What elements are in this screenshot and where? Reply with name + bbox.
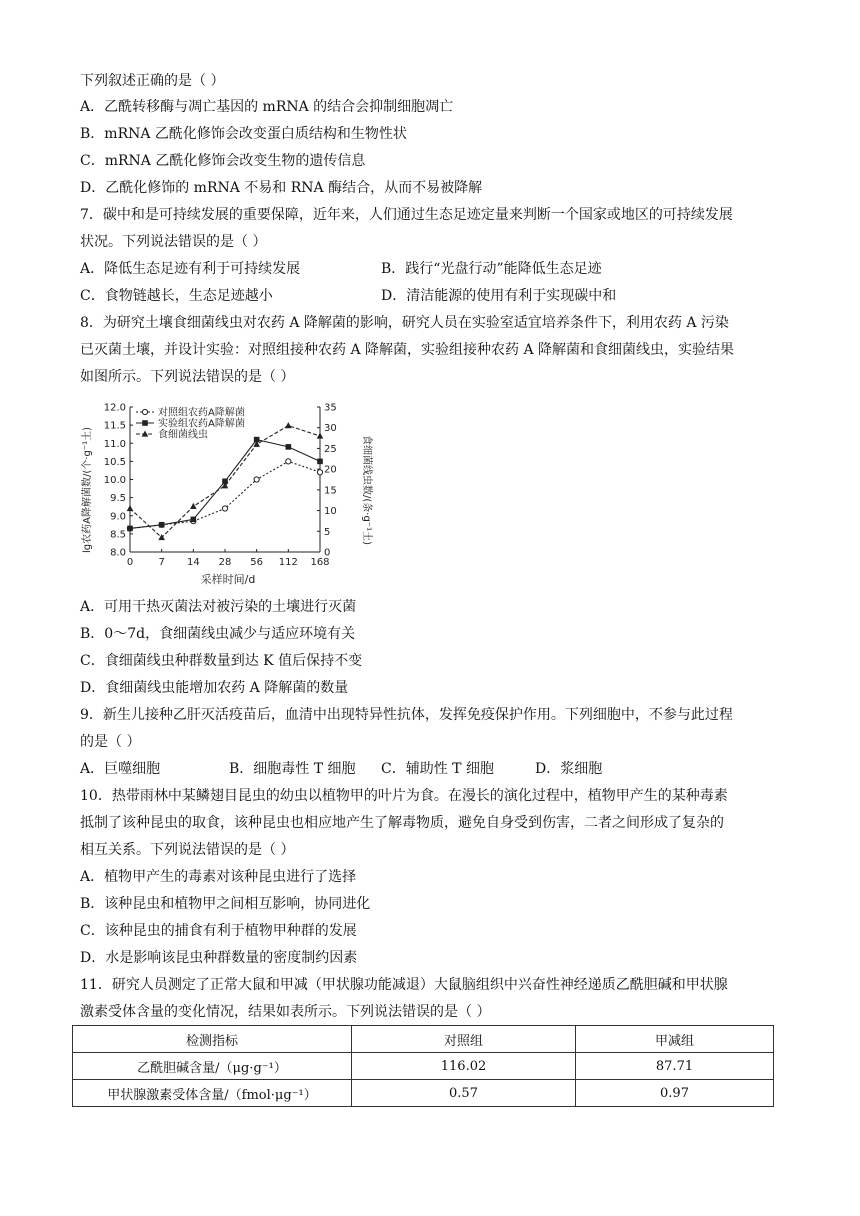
q6-stem: 下列叙述正确的是（ ） xyxy=(80,73,225,89)
series-line-1 xyxy=(130,461,320,528)
y-tick-label: 10.0 xyxy=(103,475,126,486)
data-point-series-1 xyxy=(286,459,291,464)
q9-stem-line2: 的是（ ） xyxy=(80,734,141,750)
table-cell: 0.57 xyxy=(352,1080,576,1107)
data-point-series-3 xyxy=(317,433,324,439)
table-cell: 0.97 xyxy=(576,1080,774,1107)
q8-line-chart xyxy=(78,395,378,587)
y-tick-label: 11.5 xyxy=(103,420,126,432)
y2-tick-label: 30 xyxy=(324,423,337,435)
y-tick-label: 9.5 xyxy=(110,493,126,505)
data-point-series-3 xyxy=(127,505,134,511)
data-point-series-1 xyxy=(254,477,259,482)
q6-option-a: A．乙酰转移酶与凋亡基因的 mRNA 的结合会抑制细胞凋亡 xyxy=(80,99,454,115)
y2-tick-label: 35 xyxy=(324,402,337,414)
y2-tick-label: 0 xyxy=(324,547,331,559)
q10-option-a: A．植物甲产生的毒素对该种昆虫进行了选择 xyxy=(80,869,357,885)
q7-option-c: C．食物链越长，生态足迹越小 xyxy=(80,288,273,304)
data-point-series-2 xyxy=(159,522,165,528)
y-tick-label: 9.0 xyxy=(110,511,126,523)
q7-options-row2 xyxy=(80,286,616,306)
x-tick-label: 168 xyxy=(310,557,330,568)
y2-tick-label: 15 xyxy=(324,485,337,497)
q7-stem-line1: 7．碳中和是可持续发展的重要保障，近年来，人们通过生态足迹定量来判断一个国家或地区的可持续发展 xyxy=(80,207,733,223)
q6-option-d: D．乙酰化修饰的 mRNA 不易和 RNA 酶结合，从而不易被降解 xyxy=(80,180,483,196)
q9-option-c: C．辅助性 T 细胞 xyxy=(381,761,494,777)
q8-option-c: C．食细菌线虫种群数量到达 K 值后保持不变 xyxy=(80,653,363,669)
chart-series xyxy=(127,422,324,540)
x-tick-label: 14 xyxy=(186,557,200,568)
q9-option-d: D．浆细胞 xyxy=(535,761,603,777)
table-cell: 87.71 xyxy=(576,1053,774,1080)
chart-legend xyxy=(136,406,245,441)
legend-entry: 食细菌线虫 xyxy=(158,429,208,441)
data-point-series-3 xyxy=(190,503,197,509)
q10-option-d: D．水是影响该昆虫种群数量的密度制约因素 xyxy=(80,950,358,966)
q11-stem-line2: 激素受体含量的变化情况，结果如表所示。下列说法错误的是（ ） xyxy=(80,1004,491,1020)
y-tick-label: 8.0 xyxy=(110,547,126,559)
y-axis-label: lg农药A降解菌数/(个·g⁻¹土) xyxy=(82,427,93,553)
table-header-cell: 甲减组 xyxy=(576,1026,774,1053)
legend-marker xyxy=(142,420,148,426)
data-point-series-1 xyxy=(222,506,227,511)
q9-option-a: A．巨噬细胞 xyxy=(80,761,161,777)
legend-entry: 对照组农药A降解菌 xyxy=(158,407,245,419)
data-point-series-2 xyxy=(317,459,323,465)
data-point-series-2 xyxy=(127,526,133,532)
x-tick-label: 56 xyxy=(250,557,264,568)
q7-option-b: B．践行“光盘行动”能降低生态足迹 xyxy=(381,261,602,277)
q7-stem-line2: 状况。下列说法错误的是（ ） xyxy=(80,234,267,250)
data-point-series-1 xyxy=(317,470,322,475)
q6-option-c: C．mRNA 乙酰化修饰会改变生物的遗传信息 xyxy=(80,153,366,169)
q8-stem-line1: 8．为研究土壤食细菌线虫对农药 A 降解菌的影响，研究人员在实验室适宜培养条件下，利用农药 A 污染 xyxy=(80,315,729,331)
y2-tick-label: 20 xyxy=(324,464,337,476)
table-cell: 甲状腺激素受体含量/（fmol·μg⁻¹） xyxy=(73,1080,352,1107)
q10-option-b: B．该种昆虫和植物甲之间相互影响，协同进化 xyxy=(80,896,371,912)
y-tick-label: 10.5 xyxy=(103,456,126,468)
q9-options-row xyxy=(80,759,602,779)
q8-stem-line2: 已灭菌土壤，并设计实验：对照组接种农药 A 降解菌，实验组接种农药 A 降解菌和食细菌线虫，实验结果 xyxy=(80,342,735,358)
table-header-cell: 对照组 xyxy=(352,1026,576,1053)
q7-options-row1 xyxy=(80,259,602,279)
q10-stem-line3: 相互关系。下列说法错误的是（ ） xyxy=(80,842,295,858)
x-tick-label: 0 xyxy=(126,557,134,568)
y2-tick-label: 25 xyxy=(324,443,337,455)
q11-stem-line1: 11．研究人员测定了正常大鼠和甲减（甲状腺功能减退）大鼠脑组织中兴奋性神经递质乙酰胆碱和甲状腺 xyxy=(80,977,728,993)
q7-option-a: A．降低生态足迹有利于可持续发展 xyxy=(80,261,301,277)
q9-stem-line1: 9．新生儿接种乙肝灭活疫苗后，血清中出现特异性抗体，发挥免疫保护作用。下列细胞中，不参与此过程 xyxy=(80,707,733,723)
data-point-series-2 xyxy=(286,444,292,450)
q7-option-d: D．清洁能源的使用有利于实现碳中和 xyxy=(381,288,617,304)
legend-entry: 实验组农药A降解菌 xyxy=(158,418,245,430)
q8-option-a: A．可用干热灭菌法对被污染的土壤进行灭菌 xyxy=(80,599,357,615)
table-row xyxy=(73,1053,774,1080)
y-tick-label: 12.0 xyxy=(103,402,126,414)
y-tick-label: 11.0 xyxy=(103,438,126,450)
q8-stem-line3: 如图所示。下列说法错误的是（ ） xyxy=(80,369,295,385)
q9-option-b: B．细胞毒性 T 细胞 xyxy=(229,761,356,777)
q10-stem-line1: 10．热带雨林中某鳞翅目昆虫的幼虫以植物甲的叶片为食。在漫长的演化过程中，植物甲产生的某种毒素 xyxy=(80,788,728,804)
table-row xyxy=(73,1080,774,1107)
q11-data-table xyxy=(72,1025,774,1107)
q8-option-b: B．0～7d，食细菌线虫减少与适应环境有关 xyxy=(80,626,356,642)
data-point-series-2 xyxy=(191,517,197,523)
q8-option-d: D．食细菌线虫能增加农药 A 降解菌的数量 xyxy=(80,680,349,696)
x-axis-label: 采样时间/d xyxy=(200,573,256,586)
x-tick-label: 7 xyxy=(158,557,165,568)
q10-stem-line2: 抵制了该种昆虫的取食，该种昆虫也相应地产生了解毒物质，避免自身受到伤害，二者之间形成了复杂的 xyxy=(80,815,724,831)
table-cell: 乙酰胆碱含量/（μg·g⁻¹） xyxy=(73,1053,352,1080)
table-cell: 116.02 xyxy=(352,1053,576,1080)
legend-marker xyxy=(142,409,147,414)
table-header-cell: 检测指标 xyxy=(73,1026,352,1053)
y2-axis-label: 食细菌线虫数/(条·g⁻¹土) xyxy=(361,435,372,545)
table-header-row xyxy=(73,1026,774,1053)
y2-tick-label: 10 xyxy=(324,506,337,518)
x-tick-label: 112 xyxy=(278,557,298,568)
x-tick-label: 28 xyxy=(218,557,232,568)
q6-option-b: B．mRNA 乙酰化修饰会改变蛋白质结构和生物性状 xyxy=(80,126,407,142)
q10-option-c: C．该种昆虫的捕食有利于植物甲种群的发展 xyxy=(80,923,357,939)
data-point-series-3 xyxy=(285,422,292,428)
y2-tick-label: 5 xyxy=(324,526,331,538)
y-tick-label: 8.5 xyxy=(110,529,126,541)
